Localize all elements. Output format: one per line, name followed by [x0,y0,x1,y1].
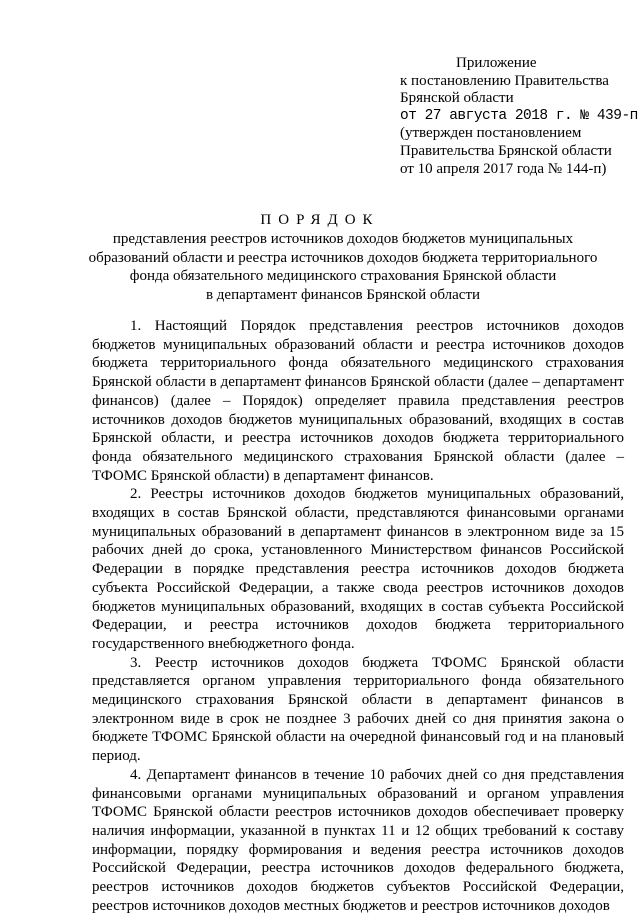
paragraph-1: 1. Настоящий Порядок представления реестров источников доходов бюджетов муниципальных образований области и реестра источников доходов бюджета территориального фонда обязательного медицинского страхования Брянской области в департамент финансов Брянской области (далее – департамент финансов) (далее – Порядок) определяет правила представления реестров источников доходов бюджетов муниципальных образований, входящих в состав Брянской области, и реестра источников доходов бюджета территориального фонда обязательного медицинского страхования Брянской области (далее – ТФОМС Брянской области) в департамент финансов. [92,318,624,484]
document-title: ПОРЯДОК [260,212,380,228]
subtitle-line-1: представления реестров источников доходов бюджетов муниципальных [112,231,574,247]
approval-note-line-1: (утвержден постановлением [400,125,582,142]
paragraph-3: 3. Реестр источников доходов бюджета ТФОМС Брянской области представляется органом управления территориального фонда обязательного медицинского страхования Брянской области в департамент финансов в электронном виде в срок не позднее 3 рабочих дней со дня принятия закона о бюджете ТФОМС Брянской области на очередной финансовый год и на плановый период. [92,654,624,765]
appendix-header [400,55,638,178]
document-body [92,317,624,916]
approval-note-line-2: Правительства Брянской области [400,142,612,159]
document-subtitle [88,230,598,304]
subtitle-line-2: образований области и реестра источников доходов бюджета территориального [88,249,598,266]
paragraph-2: 2. Реестры источников доходов бюджетов муниципальных образований, входящих в состав Брянской области, представляются финансовыми органами муниципальных образований в департамент финансов в электронном виде за 15 рабочих дней до срока, установленного Министерством финансов Российской Федерации в порядке представления реестра источников доходов бюджета субъекта Российской Федерации, а также свода реестров источников доходов бюджетов муниципальных образований, входящих в состав субъекта Российской Федерации, и реестра источников доходов бюджета территориального государственного внебюджетного фонда. [92,486,624,652]
decree-reference: к постановлению Правительства [400,72,609,89]
subtitle-line-4: в департамент финансов Брянской области [205,286,481,303]
region-name: Брянской области [400,90,514,107]
decree-date-number: от 27 августа 2018 г. № 439-п [400,107,638,124]
approval-note-line-3: от 10 апреля 2017 года № 144-п) [400,160,607,177]
appendix-label: Приложение [456,55,537,71]
paragraph-4: 4. Департамент финансов в течение 10 рабочих дней со дня представления финансовыми органами муниципальных образований и органом управления ТФОМС Брянской области реестров источников доходов обеспечивает проверку наличия информации, указанной в пунктах 11 и 12 общих требований к составу информации, порядку формирования и ведения реестра источников доходов Российской Федерации, реестра источников доходов федерального бюджета, реестров источников доходов бюджетов субъектов Российской Федерации, реестров источников доходов местных бюджетов и реестров источников доходов [92,766,624,914]
subtitle-line-3: фонда обязательного медицинского страхования Брянской области [129,268,557,285]
